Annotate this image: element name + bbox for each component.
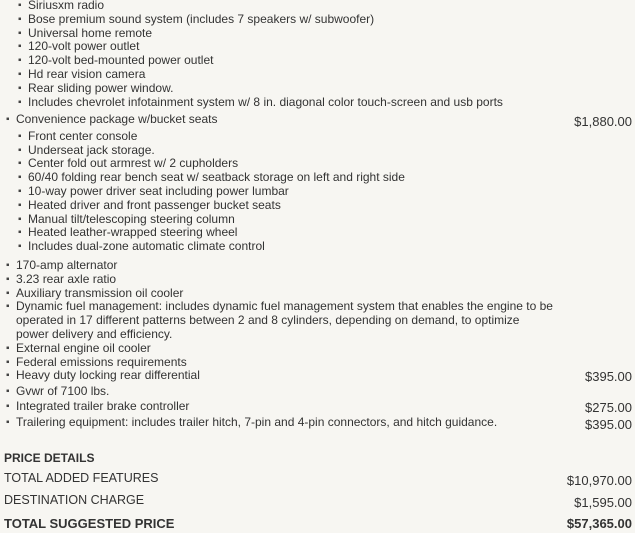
bullet-icon: ▪ [18,82,22,94]
bullet-icon: ▪ [18,41,22,53]
total-added-features-label: TOTAL ADDED FEATURES [4,471,159,485]
list-item: ▪ Federal emissions requirements [6,354,187,369]
list-item: ▪ Includes chevrolet infotainment system w/ 8 in. diagonal color touch-screen and usb ports [18,94,503,109]
destination-charge-value: $1,595.00 [574,495,632,510]
bullet-icon: ▪ [18,185,22,197]
package-convenience [0,113,635,254]
list-item: ▪ 60/40 folding rear bench seat w/ seatback storage on left and right side [18,170,405,185]
bullet-icon: ▪ [18,130,22,142]
package-tech-subitems [0,0,635,109]
list-item: ▪ Dynamic fuel management: includes dynamic fuel management system that enables the engine to be [6,299,553,314]
list-item: ▪ Trailering equipment: includes trailer hitch, 7-pin and 4-pin connectors, and hitch guidance. $395.00 [6,415,632,433]
total-added-features-value: $10,970.00 [566,473,632,488]
list-item: ▪ 10-way power driver seat including power lumbar [18,183,289,198]
list-item: ▪ Integrated trailer brake controller $275.00 [6,399,632,416]
price-details-heading: PRICE DETAILS [4,451,95,465]
list-item: ▪ 3.23 rear axle ratio [6,271,117,286]
list-item: ▪ External engine oil cooler [6,340,151,355]
list-item: ▪ Center fold out armrest w/ 2 cupholders [18,156,239,171]
bullet-icon: ▪ [6,273,10,285]
list-item: ▪ Universal home remote [18,25,153,40]
bullet-icon: ▪ [18,172,22,184]
bullet-icon: ▪ [6,287,10,299]
bullet-icon: ▪ [18,144,22,156]
item-price: $395.00 [585,369,632,385]
total-suggested-price-value: $57,365.00 [566,516,632,531]
bullet-icon: ▪ [6,356,10,368]
bullet-icon: ▪ [18,96,22,108]
bullet-icon: ▪ [18,55,22,67]
bullet-icon: ▪ [18,13,22,25]
bullet-icon: ▪ [18,27,22,39]
bullet-icon: ▪ [18,241,22,253]
list-item: ▪ Heated leather-wrapped steering wheel [18,225,238,240]
list-item: ▪ Hd rear vision camera [18,66,146,81]
list-item: ▪ Underseat jack storage. [18,142,155,157]
destination-charge-label: DESTINATION CHARGE [4,493,145,507]
bullet-icon: ▪ [6,342,10,354]
list-item: ▪ Includes dual-zone automatic climate control [18,239,265,254]
list-item: ▪ Rear sliding power window. [18,80,174,95]
list-item-continuation: operated in 17 different patterns between 2 and 8 cylinders, depending on demand, to optimize [16,313,520,328]
bullet-icon: ▪ [18,227,22,239]
list-item: ▪ 120-volt power outlet [18,39,140,54]
list-item: ▪ Heavy duty locking rear differential $395.00 [6,368,632,385]
bullet-icon: ▪ [18,199,22,211]
bullet-icon: ▪ [6,301,10,313]
package-header [0,113,635,127]
list-item: ▪ Heated driver and front passenger bucket seats [18,197,281,212]
package-price: $1,880.00 [574,114,632,129]
list-item: ▪ Bose premium sound system (includes 7 speakers w/ subwoofer) [18,11,375,26]
feature-list [0,259,635,432]
list-item-continuation: power delivery and efficiency. [16,326,173,341]
bullet-icon: ▪ [6,417,10,429]
list-item: ▪ Siriusxm radio [18,0,105,12]
total-suggested-price-label: TOTAL SUGGESTED PRICE [4,516,175,531]
bullet-icon: ▪ [18,158,22,170]
bullet-icon: ▪ [6,386,10,398]
list-item: ▪ Gvwr of 7100 lbs. [6,384,110,399]
bullet-icon: ▪ [18,213,22,225]
list-item: ▪ 170-amp alternator [6,258,118,272]
list-item: ▪ Auxiliary transmission oil cooler [6,285,184,300]
list-item: ▪ 120-volt bed-mounted power outlet [18,53,214,68]
list-item: ▪ Manual tilt/telescoping steering column [18,211,235,226]
bullet-icon: ▪ [18,68,22,80]
list-item: ▪ Front center console [18,128,138,143]
item-price: $395.00 [585,417,632,433]
bullet-icon: ▪ [6,260,10,271]
bullet-icon: ▪ [6,401,10,413]
item-price: $275.00 [585,400,632,416]
package-label: Convenience package w/bucket seats [16,112,218,126]
bullet-icon: ▪ [6,114,10,125]
bullet-icon: ▪ [18,0,22,11]
bullet-icon: ▪ [6,370,10,382]
